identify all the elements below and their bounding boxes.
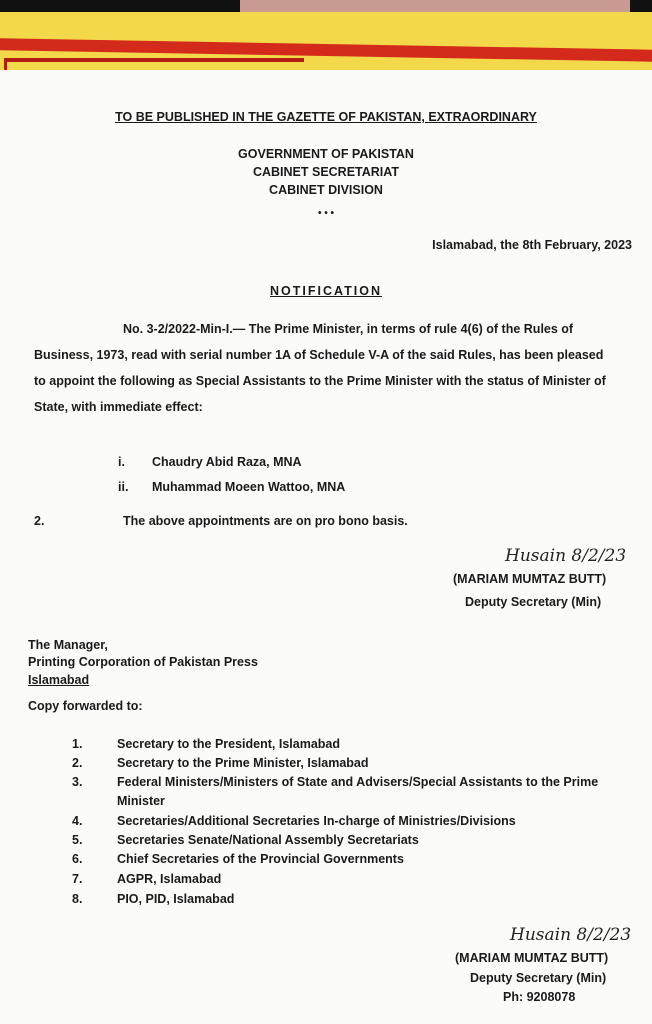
gazette-heading: TO BE PUBLISHED IN THE GAZETTE OF PAKISTAN, EXTRAORDINARY — [115, 110, 537, 124]
copy-item: AGPR, Islamabad — [117, 872, 222, 886]
copy-item: Federal Ministers/Ministers of State and Advisers/Special Assistants to the Prime — [117, 775, 599, 789]
appointee-name: Chaudry Abid Raza, MNA — [152, 455, 302, 469]
copy-num: 7. — [72, 872, 83, 886]
paragraph-line: State, with immediate effect: — [34, 400, 203, 414]
appointee-name: Muhammad Moeen Wattoo, MNA — [152, 480, 346, 494]
signature-handwriting: Husain 8/2/23 — [505, 546, 627, 566]
signatory-name: (MARIAM MUMTAZ BUTT) — [455, 951, 609, 965]
copy-item: Chief Secretaries of the Provincial Governments — [117, 852, 404, 866]
addressee-line: Printing Corporation of Pakistan Press — [28, 655, 258, 669]
signatory-phone: Ph: 9208078 — [503, 990, 576, 1004]
copy-item: Secretaries Senate/National Assembly Secretariats — [117, 833, 419, 847]
signatory-name: (MARIAM MUMTAZ BUTT) — [453, 572, 607, 586]
copy-item-cont: Minister — [117, 794, 165, 808]
copy-num: 4. — [72, 814, 83, 828]
appointee-num: i. — [118, 455, 125, 469]
paragraph-line: Business, 1973, read with serial number 1A of Schedule V-A of the said Rules, has been pleased — [34, 348, 604, 362]
red-border — [4, 58, 304, 62]
signatory-designation: Deputy Secretary (Min) — [470, 971, 607, 985]
addressee-line: The Manager, — [28, 638, 108, 652]
copy-item: Secretary to the Prime Minister, Islamabad — [117, 756, 369, 770]
copy-item: PIO, PID, Islamabad — [117, 892, 235, 906]
org-line: CABINET SECRETARIAT — [252, 165, 400, 179]
copy-item: Secretary to the President, Islamabad — [117, 737, 341, 751]
paragraph-line: No. 3-2/2022-Min-I.— The Prime Minister, in terms of rule 4(6) of the Rules of — [123, 322, 574, 336]
addressee-line: Islamabad — [28, 673, 90, 687]
notification-title: NOTIFICATION — [270, 284, 382, 298]
para2-text: The above appointments are on pro bono basis. — [123, 514, 408, 528]
copy-num: 5. — [72, 833, 83, 847]
copy-item: Secretaries/Additional Secretaries In-charge of Ministries/Divisions — [117, 814, 516, 828]
copy-label: Copy forwarded to: — [28, 699, 143, 713]
org-line: CABINET DIVISION — [269, 183, 383, 197]
copy-num: 8. — [72, 892, 83, 906]
separator: • • • — [317, 208, 335, 219]
signatory-designation: Deputy Secretary (Min) — [465, 595, 602, 609]
appointee-num: ii. — [118, 480, 129, 494]
org-line: GOVERNMENT OF PAKISTAN — [238, 147, 414, 161]
copy-num: 2. — [72, 756, 83, 770]
copy-num: 6. — [72, 852, 83, 866]
copy-num: 3. — [72, 775, 83, 789]
signature-handwriting: Husain 8/2/23 — [510, 925, 632, 945]
paragraph-line: to appoint the following as Special Assistants to the Prime Minister with the status of Minister of — [34, 374, 606, 388]
copy-num: 1. — [72, 737, 83, 751]
para2-num: 2. — [34, 514, 45, 528]
background-folder — [0, 0, 652, 75]
date-line: Islamabad, the 8th February, 2023 — [432, 238, 632, 252]
